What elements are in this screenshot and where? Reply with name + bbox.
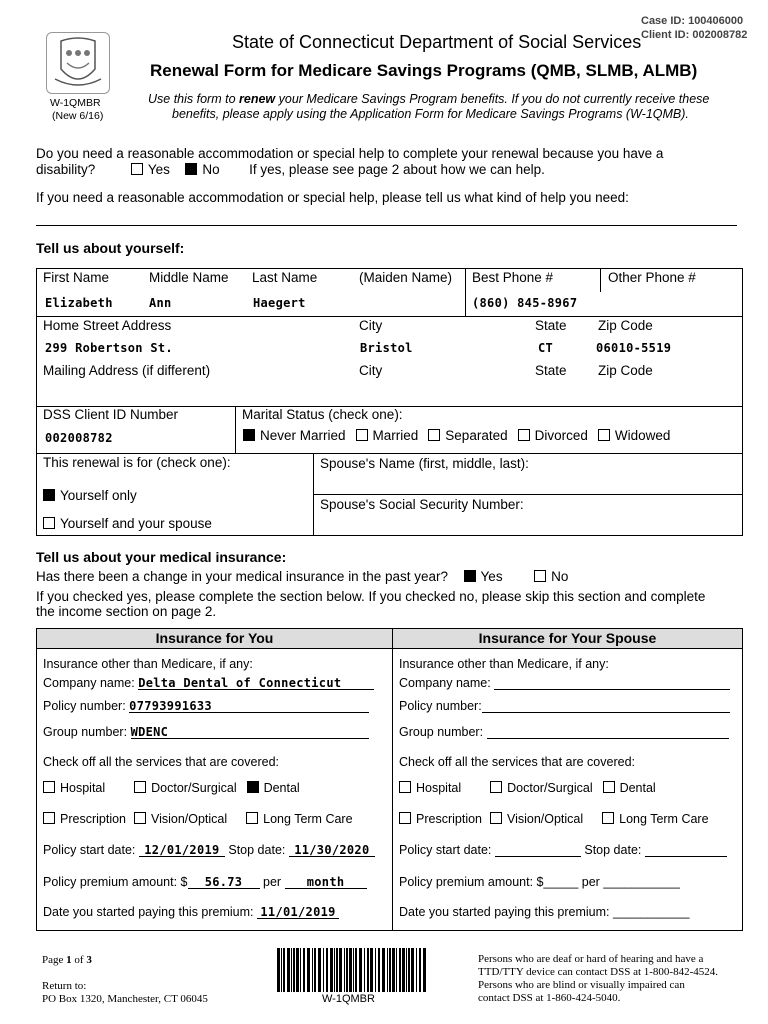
renewal-self-option[interactable] xyxy=(43,488,137,503)
renewal-self-checkbox[interactable] xyxy=(43,489,55,501)
barcode-bar xyxy=(396,948,397,992)
intro-post: your Medicare Savings Program benefits. If you do not currently receive these xyxy=(275,92,710,106)
barcode-bar xyxy=(423,948,426,992)
return-to-label: Return to: xyxy=(42,980,87,992)
you-vision-checkbox[interactable] xyxy=(134,812,146,824)
you-per-label: per xyxy=(263,875,282,889)
you-company-label: Company name: xyxy=(43,676,135,690)
you-dental-checkbox[interactable] xyxy=(247,781,259,793)
barcode-bar xyxy=(323,948,324,992)
barcode-bar xyxy=(355,948,357,992)
medical-question-row xyxy=(36,569,568,584)
dss-id-label: DSS Client ID Number xyxy=(43,407,179,422)
barcode-bar xyxy=(281,948,282,992)
page-number xyxy=(42,954,92,966)
you-ltc-label: Long Term Care xyxy=(263,812,353,826)
divider xyxy=(36,453,743,454)
mailing-zip-label: Zip Code xyxy=(598,363,653,378)
spouse-dates-row xyxy=(399,843,727,857)
you-premium-field[interactable]: 56.73 xyxy=(188,875,260,889)
barcode-bar xyxy=(353,948,354,992)
first-name-label: First Name xyxy=(43,270,110,285)
you-premium-label: Policy premium amount: $ xyxy=(43,875,188,889)
marital-option-label: Separated xyxy=(445,428,508,443)
marital-checkbox[interactable] xyxy=(243,429,255,441)
spouse-dental-label: Dental xyxy=(619,781,656,795)
you-services-row1 xyxy=(43,781,300,795)
barcode-bar xyxy=(339,948,342,992)
barcode-bar xyxy=(399,948,401,992)
divider xyxy=(392,628,393,931)
you-vision-label: Vision/Optical xyxy=(150,812,228,826)
mailing-address-label: Mailing Address (if different) xyxy=(43,363,211,378)
about-yourself-heading: Tell us about yourself: xyxy=(36,240,185,256)
barcode-bar xyxy=(296,948,299,992)
spouse-vision-checkbox[interactable] xyxy=(490,812,502,824)
spouse-services-row2 xyxy=(399,812,709,826)
zip-label: Zip Code xyxy=(598,318,653,333)
case-id: Case ID: 100406000 xyxy=(641,15,744,27)
page-num: 1 xyxy=(66,954,72,966)
barcode-bar xyxy=(334,948,335,992)
you-group-label: Group number: xyxy=(43,725,128,739)
you-group-field[interactable]: WDENC xyxy=(131,725,369,739)
barcode-bar xyxy=(287,948,290,992)
home-address-field[interactable]: 299 Robertson St. xyxy=(45,341,173,355)
you-company-field[interactable]: Delta Dental of Connecticut xyxy=(138,676,374,690)
you-company-row xyxy=(43,676,374,690)
medical-yes-label: Yes xyxy=(480,569,503,584)
form-version: (New 6/16) xyxy=(52,110,104,122)
spouse-policy-field[interactable] xyxy=(482,699,730,713)
marital-checkbox[interactable] xyxy=(428,429,440,441)
you-prescription-checkbox[interactable] xyxy=(43,812,55,824)
barcode-bar xyxy=(367,948,369,992)
barcode-bar xyxy=(330,948,333,992)
divider xyxy=(235,406,236,453)
medical-no-label: No xyxy=(551,569,569,584)
spouse-stop-field[interactable] xyxy=(645,843,727,857)
accommodation-question: Do you need a reasonable accommodation or special help to complete your renewal because you have a xyxy=(36,146,664,161)
spouse-doctor-checkbox[interactable] xyxy=(490,781,502,793)
you-hospital-checkbox[interactable] xyxy=(43,781,55,793)
you-doctor-label: Doctor/Surgical xyxy=(151,781,237,795)
accommodation-yes-label: Yes xyxy=(147,162,170,177)
spouse-vision-label: Vision/Optical xyxy=(506,812,584,826)
mailing-city-label: City xyxy=(359,363,383,378)
accommodation-yes-checkbox[interactable] xyxy=(131,163,143,175)
accommodation-row xyxy=(36,162,545,177)
spouse-premium-label: Policy premium amount: $ xyxy=(399,875,544,889)
renewal-both-label: Yourself and your spouse xyxy=(60,516,212,531)
spouse-paying-field[interactable]: ___________ xyxy=(613,905,690,919)
tty-line1: Persons who are deaf or hard of hearing and have a xyxy=(478,953,704,965)
marital-checkbox[interactable] xyxy=(356,429,368,441)
spouse-company-label: Company name: xyxy=(399,676,491,690)
spouse-doctor-label: Doctor/Surgical xyxy=(507,781,593,795)
you-stop-field[interactable]: 11/30/2020 xyxy=(289,843,375,857)
last-name-field[interactable]: Haegert xyxy=(253,296,306,310)
spouse-per-label: per xyxy=(581,875,600,889)
spouse-premium-row xyxy=(399,875,680,889)
barcode-bar xyxy=(370,948,373,992)
barcode-bar xyxy=(392,948,395,992)
zip-field[interactable]: 06010-5519 xyxy=(596,341,672,355)
agency-name: State of Connecticut Department of Social Services xyxy=(232,32,642,52)
renewal-self-label: Yourself only xyxy=(60,488,137,503)
barcode-bar xyxy=(349,948,352,992)
barcode-bar xyxy=(387,948,388,992)
spouse-hospital-checkbox[interactable] xyxy=(399,781,411,793)
tty-line3: Persons who are blind or visually impaired can xyxy=(478,979,685,991)
you-policy-label: Policy number: xyxy=(43,699,126,713)
spouse-name-label: Spouse's Name (first, middle, last): xyxy=(320,456,529,471)
barcode-bar xyxy=(314,948,316,992)
spouse-start-label: Policy start date: xyxy=(399,843,492,857)
spouse-prescription-checkbox[interactable] xyxy=(399,812,411,824)
middle-name-field[interactable]: Ann xyxy=(149,296,172,310)
page-mid: of xyxy=(71,954,87,966)
medical-instruction-line2: the income section on page 2. xyxy=(36,604,217,619)
other-phone-label: Other Phone # xyxy=(608,270,696,285)
barcode-bar xyxy=(375,948,376,992)
you-prescription-label: Prescription xyxy=(60,812,126,826)
spouse-other-insurance-label: Insurance other than Medicare, if any: xyxy=(399,657,609,671)
spouse-services-label: Check off all the services that are covered: xyxy=(399,755,635,769)
barcode-bar xyxy=(293,948,295,992)
medical-question: Has there been a change in your medical insurance in the past year? xyxy=(36,569,449,584)
renewal-both-checkbox[interactable] xyxy=(43,517,55,529)
you-hospital-label: Hospital xyxy=(60,781,106,795)
you-services-row2 xyxy=(43,812,353,826)
you-group-row xyxy=(43,725,369,739)
spouse-start-field[interactable] xyxy=(495,843,581,857)
best-phone-label: Best Phone # xyxy=(472,270,554,285)
state-seal-icon xyxy=(46,32,110,94)
maiden-name-label: (Maiden Name) xyxy=(359,270,453,285)
intro-text-line2: benefits, please apply using the Application Form for Medicare Savings Programs (W-1QMB). xyxy=(172,107,689,121)
dss-id-field[interactable]: 002008782 xyxy=(45,431,113,445)
you-doctor-checkbox[interactable] xyxy=(134,781,146,793)
barcode-bar xyxy=(326,948,328,992)
divider xyxy=(313,453,314,536)
best-phone-field[interactable]: (860) 845-8967 xyxy=(472,296,578,310)
barcode-bar xyxy=(346,948,348,992)
page-total: 3 xyxy=(86,954,92,966)
barcode-caption: W-1QMBR xyxy=(322,993,375,1005)
spouse-group-field[interactable] xyxy=(487,725,729,739)
form-title: Renewal Form for Medicare Savings Programs (QMB, SLMB, ALMB) xyxy=(150,61,698,80)
spouse-paying-label: Date you started paying this premium: xyxy=(399,905,610,919)
marital-status-options xyxy=(243,428,670,443)
page-pre: Page xyxy=(42,954,67,966)
medical-yes-checkbox[interactable] xyxy=(464,570,476,582)
help-answer-line[interactable] xyxy=(36,225,737,226)
barcode-bar xyxy=(303,948,305,992)
first-name-field[interactable]: Elizabeth xyxy=(45,296,113,310)
intro-bold: renew xyxy=(239,92,276,106)
spouse-hospital-label: Hospital xyxy=(416,781,462,795)
middle-name-label: Middle Name xyxy=(149,270,229,285)
you-paying-field[interactable]: 11/01/2019 xyxy=(257,905,339,919)
marital-option-label: Widowed xyxy=(614,428,671,443)
barcode-bar xyxy=(359,948,362,992)
divider xyxy=(36,316,743,317)
barcode-bar xyxy=(300,948,301,992)
you-paying-label: Date you started paying this premium: xyxy=(43,905,254,919)
return-address: PO Box 1320, Manchester, CT 06045 xyxy=(42,993,208,1005)
barcode-bar xyxy=(389,948,391,992)
state-label: State xyxy=(535,318,567,333)
marital-option[interactable] xyxy=(356,428,419,443)
medical-instruction: If you checked yes, please complete the section below. If you checked no, please skip this section and complete xyxy=(36,589,706,604)
you-policy-field[interactable]: 07793991633 xyxy=(129,699,369,713)
barcode-bar xyxy=(406,948,407,992)
tty-line4: contact DSS at 1-860-424-5040. xyxy=(478,992,621,1004)
home-address-label: Home Street Address xyxy=(43,318,172,333)
you-premium-row xyxy=(43,875,367,889)
city-field[interactable]: Bristol xyxy=(360,341,413,355)
accommodation-no-label: No xyxy=(202,162,220,177)
personal-info-box xyxy=(36,268,743,536)
intro-text xyxy=(148,92,709,106)
barcode-bar xyxy=(307,948,310,992)
marital-status-label: Marital Status (check one): xyxy=(242,407,403,422)
barcode-bar xyxy=(336,948,338,992)
spouse-per-field[interactable]: ___________ xyxy=(603,875,680,889)
barcode-bar xyxy=(382,948,385,992)
marital-option[interactable] xyxy=(518,428,588,443)
barcode-bar xyxy=(408,948,410,992)
barcode-bar xyxy=(283,948,285,992)
spouse-dental-checkbox[interactable] xyxy=(603,781,615,793)
spouse-ltc-checkbox[interactable] xyxy=(602,812,614,824)
you-policy-row xyxy=(43,699,369,713)
last-name-label: Last Name xyxy=(252,270,318,285)
marital-option-label: Divorced xyxy=(534,428,588,443)
mailing-state-label: State xyxy=(535,363,567,378)
spouse-services-row1 xyxy=(399,781,656,795)
barcode-bar xyxy=(312,948,313,992)
divider xyxy=(600,268,601,292)
you-dental-label: Dental xyxy=(263,781,300,795)
marital-checkbox[interactable] xyxy=(598,429,610,441)
you-services-label: Check off all the services that are covered: xyxy=(43,755,279,769)
you-per-field[interactable]: month xyxy=(285,875,367,889)
marital-option-label: Never Married xyxy=(260,428,346,443)
spouse-policy-row xyxy=(399,699,730,713)
divider xyxy=(313,494,743,495)
barcode-bar xyxy=(344,948,345,992)
accommodation-followup: If yes, please see page 2 about how we can help. xyxy=(249,162,545,177)
insurance-you-header: Insurance for You xyxy=(37,629,392,648)
accommodation-no-checkbox[interactable] xyxy=(185,163,197,175)
barcode-bar xyxy=(291,948,292,992)
tty-line2: TTD/TTY device can contact DSS at 1-800-842-4524. xyxy=(478,966,718,978)
accommodation-question-line2: disability? xyxy=(36,162,96,177)
medical-heading: Tell us about your medical insurance: xyxy=(36,549,287,565)
spouse-paying-row xyxy=(399,905,690,919)
barcode-bar xyxy=(364,948,365,992)
spouse-company-row xyxy=(399,676,730,690)
spouse-policy-label: Policy number: xyxy=(399,699,482,713)
marital-option[interactable] xyxy=(243,428,346,443)
spouse-company-field[interactable] xyxy=(494,676,730,690)
barcode-bar xyxy=(378,948,380,992)
spouse-group-label: Group number: xyxy=(399,725,484,739)
you-ltc-checkbox[interactable] xyxy=(246,812,258,824)
barcode-bar xyxy=(419,948,421,992)
divider xyxy=(36,648,743,649)
spouse-ssn-label: Spouse's Social Security Number: xyxy=(320,497,524,512)
client-id: Client ID: 002008782 xyxy=(641,29,748,41)
you-stop-label: Stop date: xyxy=(228,843,286,857)
barcode-bar xyxy=(318,948,321,992)
marital-option-label: Married xyxy=(372,428,419,443)
barcode-bar xyxy=(277,948,280,992)
you-start-field[interactable]: 12/01/2019 xyxy=(139,843,225,857)
insurance-spouse-header: Insurance for Your Spouse xyxy=(393,629,742,648)
you-paying-row xyxy=(43,905,339,919)
spouse-group-row xyxy=(399,725,729,739)
barcode-icon xyxy=(275,948,430,992)
intro-pre: Use this form to xyxy=(148,92,239,106)
form-code: W-1QMBR xyxy=(50,97,101,109)
spouse-prescription-label: Prescription xyxy=(416,812,482,826)
help-prompt: If you need a reasonable accommodation or special help, please tell us what kind of help you need: xyxy=(36,190,629,205)
barcode-bar xyxy=(416,948,417,992)
you-dates-row xyxy=(43,843,375,857)
renewal-both-option[interactable] xyxy=(43,516,212,531)
barcode-bar xyxy=(402,948,405,992)
renewal-for-label: This renewal is for (check one): xyxy=(43,455,231,470)
spouse-stop-label: Stop date: xyxy=(584,843,642,857)
spouse-premium-field[interactable]: _____ xyxy=(543,875,579,889)
marital-option[interactable] xyxy=(428,428,507,443)
spouse-ltc-label: Long Term Care xyxy=(619,812,709,826)
state-field[interactable]: CT xyxy=(538,341,554,355)
marital-checkbox[interactable] xyxy=(518,429,530,441)
divider xyxy=(465,268,466,316)
medical-no-checkbox[interactable] xyxy=(534,570,546,582)
you-start-label: Policy start date: xyxy=(43,843,136,857)
you-other-insurance-label: Insurance other than Medicare, if any: xyxy=(43,657,253,671)
marital-option[interactable] xyxy=(598,428,671,443)
city-label: City xyxy=(359,318,383,333)
barcode-bar xyxy=(411,948,414,992)
